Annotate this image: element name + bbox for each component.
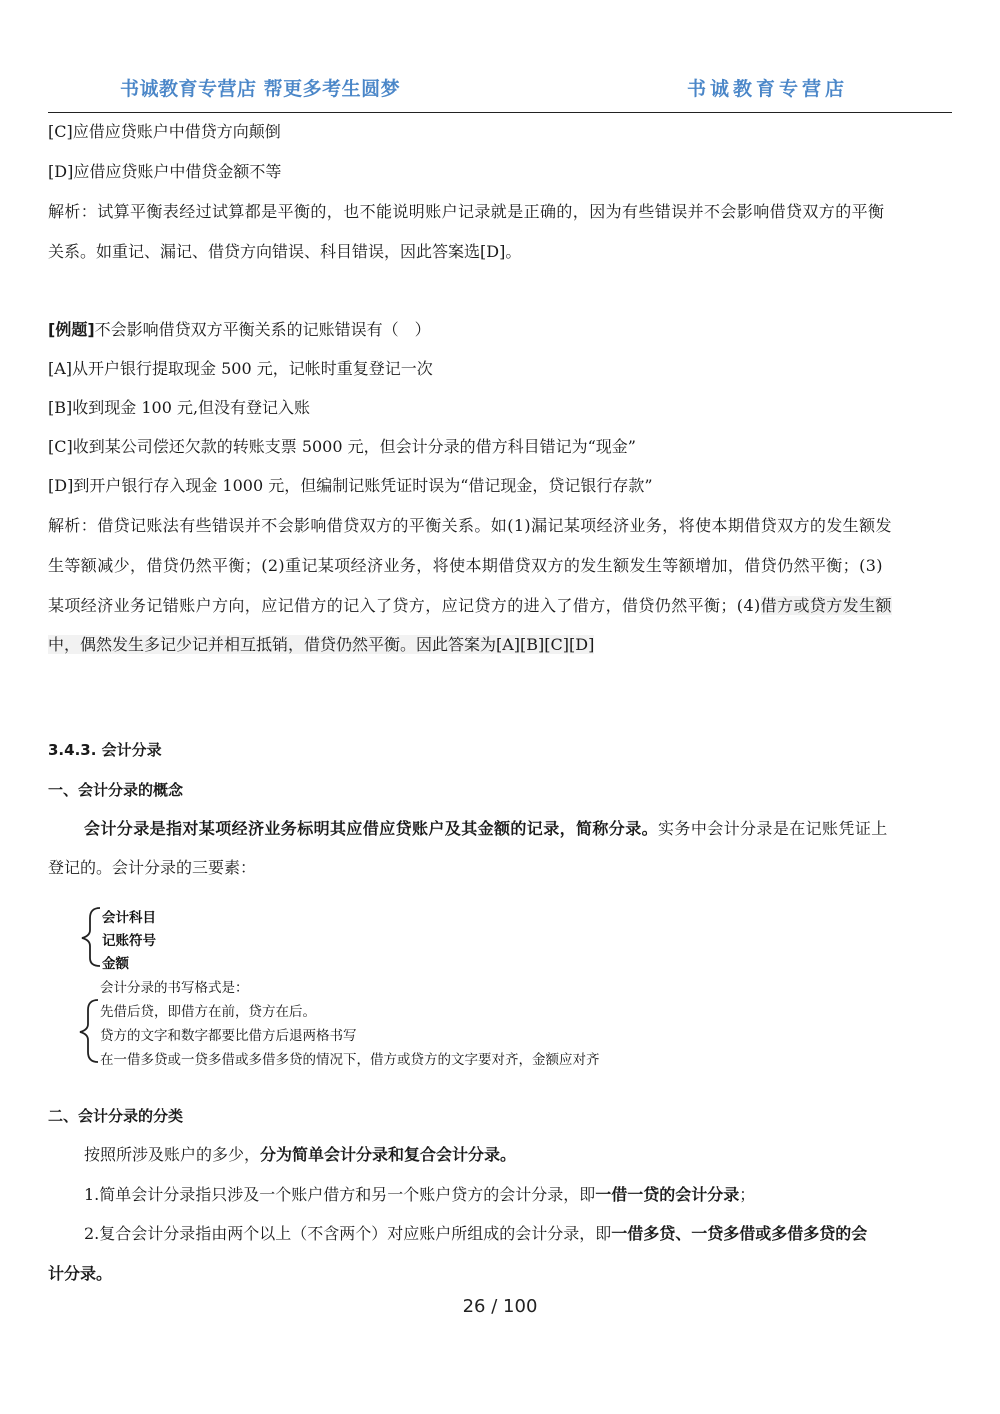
q2-option-c: [C]收到某公司偿还欠款的转账支票 5000 元，但会计分录的借方科目错记为“现金” bbox=[48, 437, 636, 456]
classification-item-2 bbox=[84, 1224, 958, 1244]
classification-item-2-cont: 计分录。 bbox=[48, 1264, 113, 1283]
q2-analysis-line4 bbox=[48, 635, 958, 655]
page-current: 26 bbox=[462, 1296, 486, 1317]
q1-option-c: [C]应借应贷账户中借贷方向颠倒 bbox=[48, 122, 281, 141]
q2-option-b: [B]收到现金 100 元,但没有登记入账 bbox=[48, 398, 311, 417]
subsection-classification-title: 二、会计分录的分类 bbox=[48, 1107, 184, 1125]
subsection-concept-title: 一、会计分录的概念 bbox=[48, 781, 184, 799]
item1-text: 1.简单会计分录指只涉及一个账户借方和另一个账户贷方的会计分录，即 bbox=[84, 1185, 596, 1204]
classification-intro-start: 按照所涉及账户的多少， bbox=[84, 1145, 261, 1164]
q1-option-d: [D]应借应贷账户中借贷金额不等 bbox=[48, 162, 282, 181]
accounting-entry-diagram bbox=[76, 900, 656, 1090]
classification-item-1 bbox=[84, 1185, 958, 1205]
q1-analysis-line2: 关系。如重记、漏记、借贷方向错误、科目错误，因此答案选[D]。 bbox=[48, 242, 522, 261]
page-total: 100 bbox=[503, 1296, 538, 1317]
page-header bbox=[48, 64, 952, 113]
diagram-rule-1: 先借后贷，即借方在前，贷方在后。 bbox=[100, 1004, 316, 1020]
page-number bbox=[0, 1296, 1000, 1317]
diagram-format-title: 会计分录的书写格式是： bbox=[100, 980, 249, 996]
q2-analysis-line4-highlight: 中，偶然发生多记少记并相互抵销，借贷仍然平衡。因此答案为[A][B][C][D] bbox=[48, 635, 595, 654]
classification-intro bbox=[84, 1145, 958, 1165]
q2-analysis-line3-start: 某项经济业务记错账户方向，应记借方的记入了贷方，应记贷方的进入了借方，借贷仍然平衡；(4) bbox=[48, 596, 761, 615]
item1-end: ； bbox=[739, 1185, 756, 1204]
concept-definition: 会计分录是指对某项经济业务标明其应借应贷账户及其金额的记录，简称分录。 bbox=[84, 819, 659, 838]
item2-text: 2.复合会计分录指由两个以上（不含两个）对应账户所组成的会计分录，即 bbox=[84, 1224, 612, 1243]
classification-intro-bold: 分为简单会计分录和复合会计分录。 bbox=[260, 1145, 517, 1164]
item2-bold: 一借多贷、一贷多借或多借多贷的会 bbox=[611, 1224, 868, 1243]
q2-tag: [例题] bbox=[48, 320, 95, 339]
concept-practice: 实务中会计分录是在记账凭证上 bbox=[658, 819, 888, 838]
q1-analysis-line1: 解析：试算平衡表经过试算都是平衡的，也不能说明账户记录就是正确的，因为有些错误并不会影响借贷双方的平衡 bbox=[48, 202, 885, 221]
q2-analysis-line3-highlight: 借方或贷方发生额 bbox=[760, 596, 892, 615]
header-shop-name: 书诚教育专营店 bbox=[686, 78, 848, 100]
q2-option-a: [A]从开户银行提取现金 500 元，记帐时重复登记一次 bbox=[48, 359, 433, 378]
q2-stem: 不会影响借贷双方平衡关系的记账错误有（ ） bbox=[94, 320, 431, 339]
item1-bold: 一借一贷的会计分录 bbox=[595, 1185, 740, 1204]
concept-line2: 登记的。会计分录的三要素： bbox=[48, 858, 257, 877]
diagram-element-symbol: 记账符号 bbox=[102, 933, 156, 949]
diagram-element-account: 会计科目 bbox=[102, 910, 156, 926]
q2-option-d: [D]到开户银行存入现金 1000 元，但编制记账凭证时误为“借记现金，贷记银行存款” bbox=[48, 476, 653, 495]
q2-analysis-line1: 解析：借贷记账法有些错误并不会影响借贷双方的平衡关系。如(1)漏记某项经济业务，将使本期借贷双方的发生额发 bbox=[48, 516, 892, 535]
diagram-rule-2: 贷方的文字和数字都要比借方后退两格书写 bbox=[100, 1028, 357, 1044]
section-title: 3.4.3. 会计分录 bbox=[48, 741, 162, 759]
diagram-element-amount: 金额 bbox=[102, 956, 129, 972]
q2-analysis-line2: 生等额减少，借贷仍然平衡；(2)重记某项经济业务，将使本期借贷双方的发生额发生等额增加，借贷仍然平衡；(3) bbox=[48, 556, 883, 575]
page-separator: / bbox=[491, 1296, 498, 1317]
diagram-rule-3: 在一借多贷或一贷多借或多借多贷的情况下，借方或贷方的文字要对齐，金额应对齐 bbox=[100, 1052, 600, 1068]
concept-line1 bbox=[84, 819, 958, 839]
header-shop-slogan: 书诚教育专营店 帮更多考生圆梦 bbox=[120, 78, 401, 100]
q2-stem-line bbox=[48, 320, 958, 340]
q2-analysis-line3 bbox=[48, 596, 958, 616]
